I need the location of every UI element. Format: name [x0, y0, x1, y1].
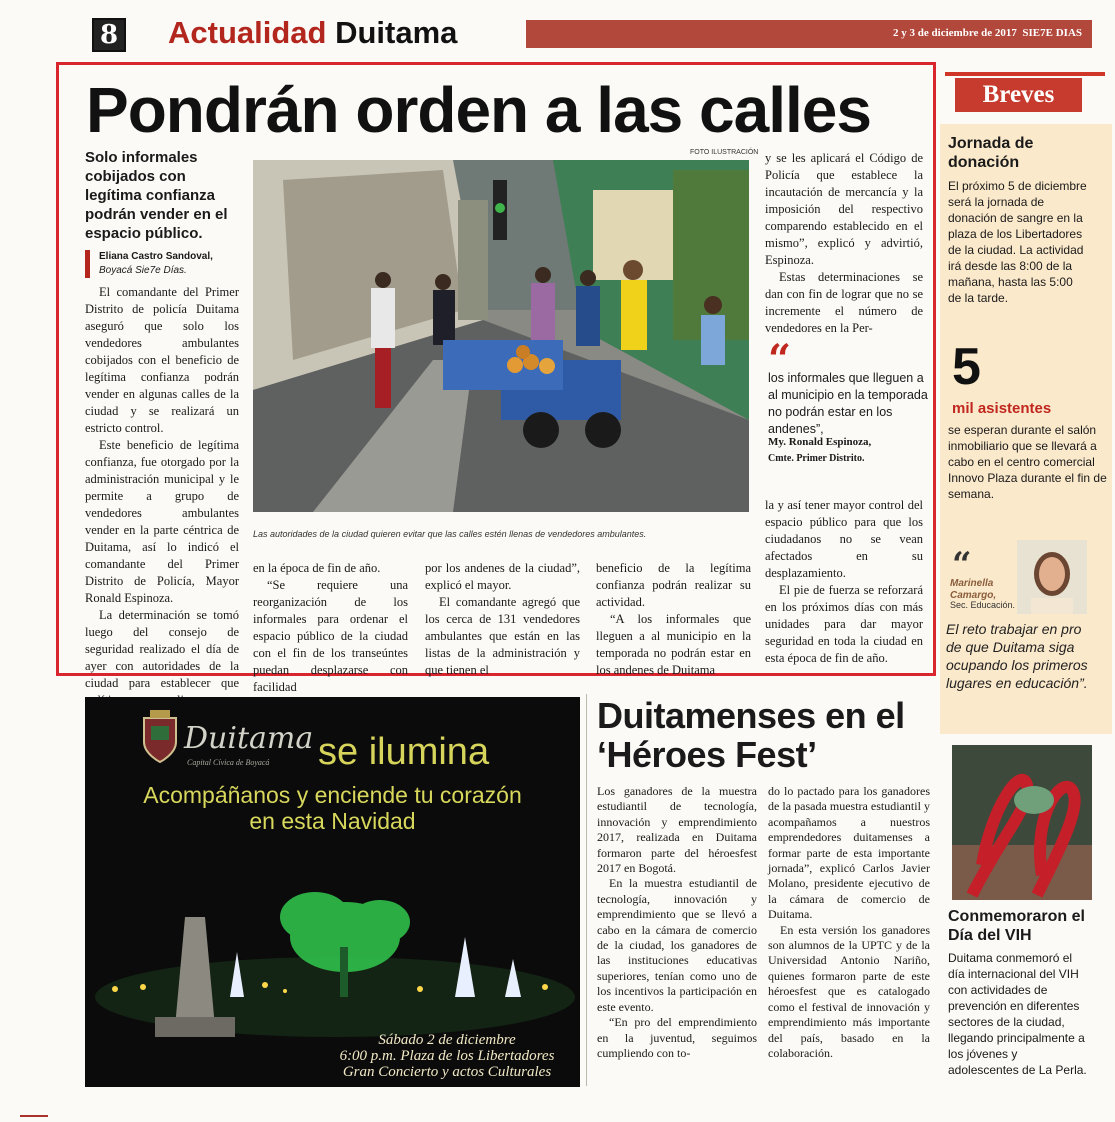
- paragraph: Los ganadores de la muestra estudiantil de tecnología, innovación y emprendimiento 2017, realizada en Duitama formaron parte del héroesfest 2017 en Bogotá.: [597, 784, 757, 876]
- paragraph: En la muestra estudiantil de tecnología, innovación y emprendimiento que se llevó a cabo en la cámara de comercio de la ciudad, los ganadores de las instituciones educativas superiores, tenían como uno de los incentivos la participación en este evento.: [597, 876, 757, 1014]
- section-name: Actualidad: [168, 15, 327, 50]
- brief-text: El próximo 5 de diciembre será la jornada de donación de sangre en la plaza de los Libertadores de la ciudad. La actividad irá desde las 8:00 de la mañana, hasta las 5:00 de la tarde.: [948, 179, 1087, 305]
- main-subhead: Solo informales cobijados con legítima confianza podrán vender en el espacio público.: [85, 149, 228, 242]
- ad-logo: Duitama: [184, 721, 314, 756]
- ad-tagline: se ilumina: [318, 731, 490, 773]
- pullquote-text: los informales que lleguen a al municipio en la temporada no podrán estar en los andenes”,: [768, 371, 928, 436]
- article-column-5-bottom: [765, 497, 923, 667]
- header-date: [893, 26, 1082, 40]
- paragraph: El comandante agregó que los cerca de 131 vendedores ambulantes que están en las listas de la administración y que tienen el: [425, 595, 580, 677]
- photo-caption: Las autoridades de la ciudad quieren evitar que las calles estén llenas de vendedores ambulantes.: [253, 529, 647, 539]
- paragraph: En esta versión los ganadores son alumnos de la UPTC y de la Universidad Antonio Nariño, quienes formaron parte de este héroesfest que es catalogado como el festival de innovación y emprendimiento más importante del país, basado en la colaboración.: [768, 922, 930, 1060]
- header-bar: [526, 20, 1092, 48]
- byline-name: Eliana Castro Sandoval,: [99, 251, 213, 262]
- photo-credit: FOTO ILUSTRACIÓN: [690, 149, 759, 156]
- page-bottom-mark: [20, 1115, 48, 1117]
- pullquote-author-name: My. Ronald Espinoza,: [768, 436, 872, 448]
- brief-title: Conmemoraron el Día del VIH: [948, 908, 1085, 944]
- brief-title: Jornada de donación: [948, 135, 1034, 171]
- paragraph: Estas determinaciones se dan con fin de lograr que no se incremente el número de vendedores en la Per-: [765, 270, 923, 335]
- coat-of-arms-illustration: [140, 708, 180, 764]
- sidebar-quote-text: El reto trabajar en pro de que Duitama siga ocupando los primeros lugares en educación”.: [946, 621, 1088, 691]
- brief-number: 5: [952, 338, 981, 396]
- article-column-5-top: [765, 150, 923, 337]
- paragraph: en la época de fin de año.: [253, 561, 381, 575]
- main-headline: Pondrán orden a las calles: [86, 74, 871, 146]
- pullquote-marks: “: [768, 336, 792, 383]
- sidebar-quote-role: Sec. Educación.: [950, 600, 1016, 610]
- paragraph: la y así tener mayor control del espacio público para que los ciudadanos no se vean afectados en su desplazamiento.: [765, 498, 923, 580]
- paragraph: beneficio de la legítima confianza podrán realizar su actividad.: [596, 561, 751, 609]
- section-title: [168, 14, 457, 52]
- article-column-1: [85, 284, 239, 709]
- section-city: Duitama: [335, 15, 458, 50]
- paragraph: La determinación se tomó luego del consejo de seguridad realizado el día de ayer con autoridades de la ciudad para establecer que: [85, 608, 239, 690]
- second-article-column-1: [597, 784, 757, 1061]
- brief-text: se esperan durante el salón inmobiliario que se llevará a cabo en el centro comercial Innovo Plaza durante el fin de semana.: [948, 423, 1107, 501]
- ad-logo-subtitle: Capital Cívica de Boyacá: [187, 758, 270, 767]
- second-article-column-2: [768, 784, 930, 1061]
- red-ribbon-illustration: [952, 745, 1092, 900]
- column-divider: [586, 694, 587, 1086]
- page-bottom-margin: [0, 1100, 1115, 1122]
- paragraph: “Se requiere una reorganización de los informales para ordenar el espacio público de la ciudad con el fin de los transeúntes puedan desplazarse con facilidad: [253, 578, 408, 694]
- paragraph: por los andenes de la ciudad”, explicó el mayor.: [425, 561, 580, 592]
- second-headline: Duitamenses en el ‘Héroes Fest’: [597, 695, 905, 775]
- article-column-3: [425, 560, 580, 679]
- sidebar-quote-name: Marinella Camargo,: [950, 578, 997, 601]
- page-number: 8: [92, 18, 126, 52]
- pullquote-author: [768, 434, 933, 467]
- paragraph: “A los informales que lleguen a al municipio en la temporada no podrán estar en los andenes de Duitama: [596, 612, 751, 677]
- brief-text: Duitama conmemoró el día internacional del VIH con actividades de prevención en diferentes sectores de la ciudad, llegando principalmente a los jóvenes y adolescentes de La Perla.: [948, 951, 1087, 1077]
- breves-rule: [945, 72, 1105, 76]
- article-column-2: [253, 560, 408, 696]
- brand-name: SIE7E DIAS: [1022, 27, 1082, 39]
- brief-number-label: mil asistentes: [952, 400, 1052, 417]
- ad-event-program: Gran Concierto y actos Culturales: [342, 1064, 552, 1080]
- paragraph: do lo pactado para los ganadores de la pasada muestra estudiantil y acompañamos a nuestros emprendedores duitamenses a formar parte de esta importante jornada”, explicó Carlos Javier Molano, presidente ejecutivo de la cámara de comercio de Duitama.: [768, 784, 930, 922]
- article-column-4: [596, 560, 751, 679]
- paragraph: y se les aplicará el Código de Policía que establece la incautación de mercancía y la imposición del respectivo comparendo establecido en el mismo”, explicó y advirtió, Espinoza.: [765, 151, 923, 267]
- paragraph: “En pro del emprendimiento en la juventud, seguimos cumpliendo con to-: [597, 1015, 757, 1060]
- paragraph: El comandante del Primer Distrito de policía Duitama aseguró que solo los vendedores ambulantes cobijados con el beneficio de legítima confianza podrán vender en algunas calles de la ciudad y se realizará un estricto control.: [85, 285, 239, 435]
- vih-photo: [952, 745, 1092, 900]
- byline: [85, 250, 259, 278]
- sidebar-quote-marks: “: [952, 545, 972, 585]
- issue-date: 2 y 3 de diciembre de 2017: [893, 27, 1017, 39]
- paragraph: Este beneficio de legítima confianza, fue otorgado por la administración municipal y le permite a grupo de vendedores ambulantes vender en la parte céntrica de Duitama, así lo indicó el comandante del Primer Distrito de Policía, Mayor Ronald Espinoza.: [85, 438, 239, 605]
- paragraph: El pie de fuerza se reforzará en los próximos días con más unidades para dar mayor seguridad en toda la ciudad en esta época de fin de año.: [765, 583, 923, 665]
- duitama-shield-icon: [140, 708, 180, 769]
- byline-outlet: Boyacá Sie7e Días.: [99, 265, 187, 276]
- ad-line-1: Acompáñanos y enciende tu corazón: [143, 782, 522, 808]
- portrait-photo: [1017, 540, 1087, 614]
- street-vendors-photo: [253, 160, 749, 512]
- ad-line-2: en esta Navidad: [249, 808, 416, 834]
- pullquote-author-role: Cmte. Primer Distrito.: [768, 453, 865, 464]
- ad-event-place: 6:00 p.m. Plaza de los Libertadores: [339, 1048, 555, 1064]
- ad-event-info: [322, 1032, 572, 1080]
- breves-label: Breves: [955, 78, 1082, 112]
- street-scene-illustration: [253, 160, 749, 512]
- ad-event-date: Sábado 2 de diciembre: [378, 1032, 516, 1048]
- portrait-illustration: [1017, 540, 1087, 614]
